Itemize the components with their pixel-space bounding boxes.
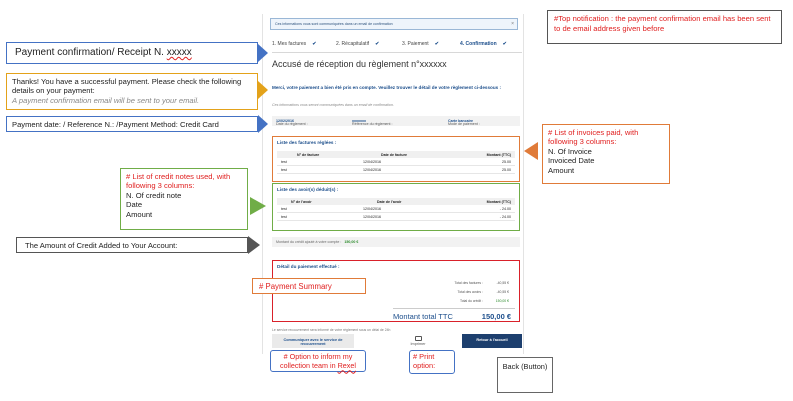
table-row: test 12/04/2016 - 24.00 — [277, 213, 515, 221]
step-2: 2. Récapitulatif ✔ — [336, 41, 380, 47]
print-option-callout: # Print option: — [409, 350, 455, 374]
arrow-icon — [258, 44, 268, 62]
summary-row: Total des factures : -40,55 € — [454, 281, 509, 285]
inform-collection-callout: # Option to inform my collection team in Rexel — [270, 350, 366, 372]
email-info-line: Ces informations vous seront communiquées dans un email de confirmation. — [272, 103, 394, 107]
payment-info-bar — [272, 116, 520, 126]
close-icon[interactable]: × — [511, 21, 514, 27]
steps-divider — [272, 52, 522, 53]
print-icon — [415, 336, 422, 341]
check-icon: ✔ — [312, 41, 317, 47]
progress-steps — [272, 41, 522, 51]
check-icon: ✔ — [502, 41, 507, 47]
step-1: 1. Mes factures ✔ — [272, 41, 317, 47]
table-row: test 12/04/2016 - 24.00 — [277, 205, 515, 213]
payment-method: Mode de paiement : Carte bancaire — [448, 119, 480, 126]
page-title: Accusé de réception du règlement n°xxxxxx — [272, 59, 447, 69]
notification-callout: #Top notification : the payment confirmation email has been sent to de email address given before — [547, 10, 782, 44]
total-amount: 150,00 € — [481, 312, 511, 321]
table-row: test 12/04/2016 25.00 — [277, 158, 515, 166]
top-notification — [270, 18, 518, 30]
summary-row: Total du crédit : 150,00 € — [460, 299, 509, 303]
arrow-icon — [250, 197, 266, 215]
arrow-icon — [258, 115, 268, 133]
arrow-icon — [248, 236, 260, 254]
contact-collection-button[interactable]: Communiquer avec le service de recouvrement — [272, 334, 354, 348]
step-3: 3. Paiement ✔ — [402, 41, 439, 47]
invoice-list-callout: # List of invoices paid, with following 3 columns: N. Of Invoice Invoiced Date Amount — [542, 124, 670, 184]
table-header: N° de l'avoir Date de l'avoir Montant (TTC) — [277, 198, 515, 205]
credits-box — [272, 183, 520, 231]
total-row — [393, 308, 515, 321]
arrow-icon — [524, 142, 538, 160]
credit-added-value: 150,00 € — [344, 240, 359, 244]
payment-detail-title: Détail du paiement effectué : — [277, 264, 340, 269]
credits-title: Liste des avoir(s) déduit(s) : — [277, 187, 339, 192]
credit-amount-callout: The Amount of Credit Added to Your Account: — [16, 237, 248, 253]
print-button[interactable]: Imprimer — [398, 334, 438, 348]
step-4: 4. Confirmation ✔ — [460, 41, 507, 47]
payment-fields-callout: Payment date: / Reference N.: /Payment Method: Credit Card — [6, 116, 258, 132]
credit-list-callout: # List of credit notes used, with following 3 columns: N. Of credit note Date Amount — [120, 168, 248, 230]
back-button-callout: Back (Button) — [497, 357, 553, 393]
summary-row: Total des avoirs : -40,55 € — [457, 290, 509, 294]
invoices-title: Liste des factures réglées : — [277, 140, 337, 145]
payment-date: Date du règlement : 12/02/2016 — [276, 119, 308, 126]
table-row: test 12/04/2016 25.00 — [277, 166, 515, 174]
collection-footnote: Le service recouvrement sera informé de votre règlement sous un délai de 24h — [272, 328, 391, 332]
check-icon: ✔ — [375, 41, 380, 47]
arrow-icon — [258, 81, 268, 99]
thanks-message: Merci, votre paiement a bien été pris en compte. Veuillez trouver le détail de votre règlement ci-dessous : — [272, 85, 501, 90]
thanks-callout: Thanks! You have a successful payment. Please check the following details on your payment: A payment confirmation email will be sent to your email. — [6, 73, 258, 110]
check-icon: ✔ — [434, 41, 439, 47]
payment-reference: Référence du règlement : xxxxxxx — [352, 119, 393, 126]
top-notification-text: Ces informations vous sont communiquées dans un email de confirmation — [275, 22, 393, 26]
invoices-box — [272, 136, 520, 182]
payment-confirmation-callout: Payment confirmation/ Receipt N. xxxxx — [6, 42, 258, 64]
invoices-table — [277, 151, 515, 174]
credits-table — [277, 198, 515, 221]
payment-summary-callout: # Payment Summary — [252, 278, 366, 294]
table-header: N° de facture Date de facture Montant (TTC) — [277, 151, 515, 158]
action-buttons — [272, 334, 522, 348]
total-label: Montant total TTC — [393, 312, 453, 321]
back-home-button[interactable]: Retour à l'accueil — [462, 334, 522, 348]
credit-added-line: Montant du crédit ajouté à votre compte : 150,00 € — [272, 237, 520, 247]
